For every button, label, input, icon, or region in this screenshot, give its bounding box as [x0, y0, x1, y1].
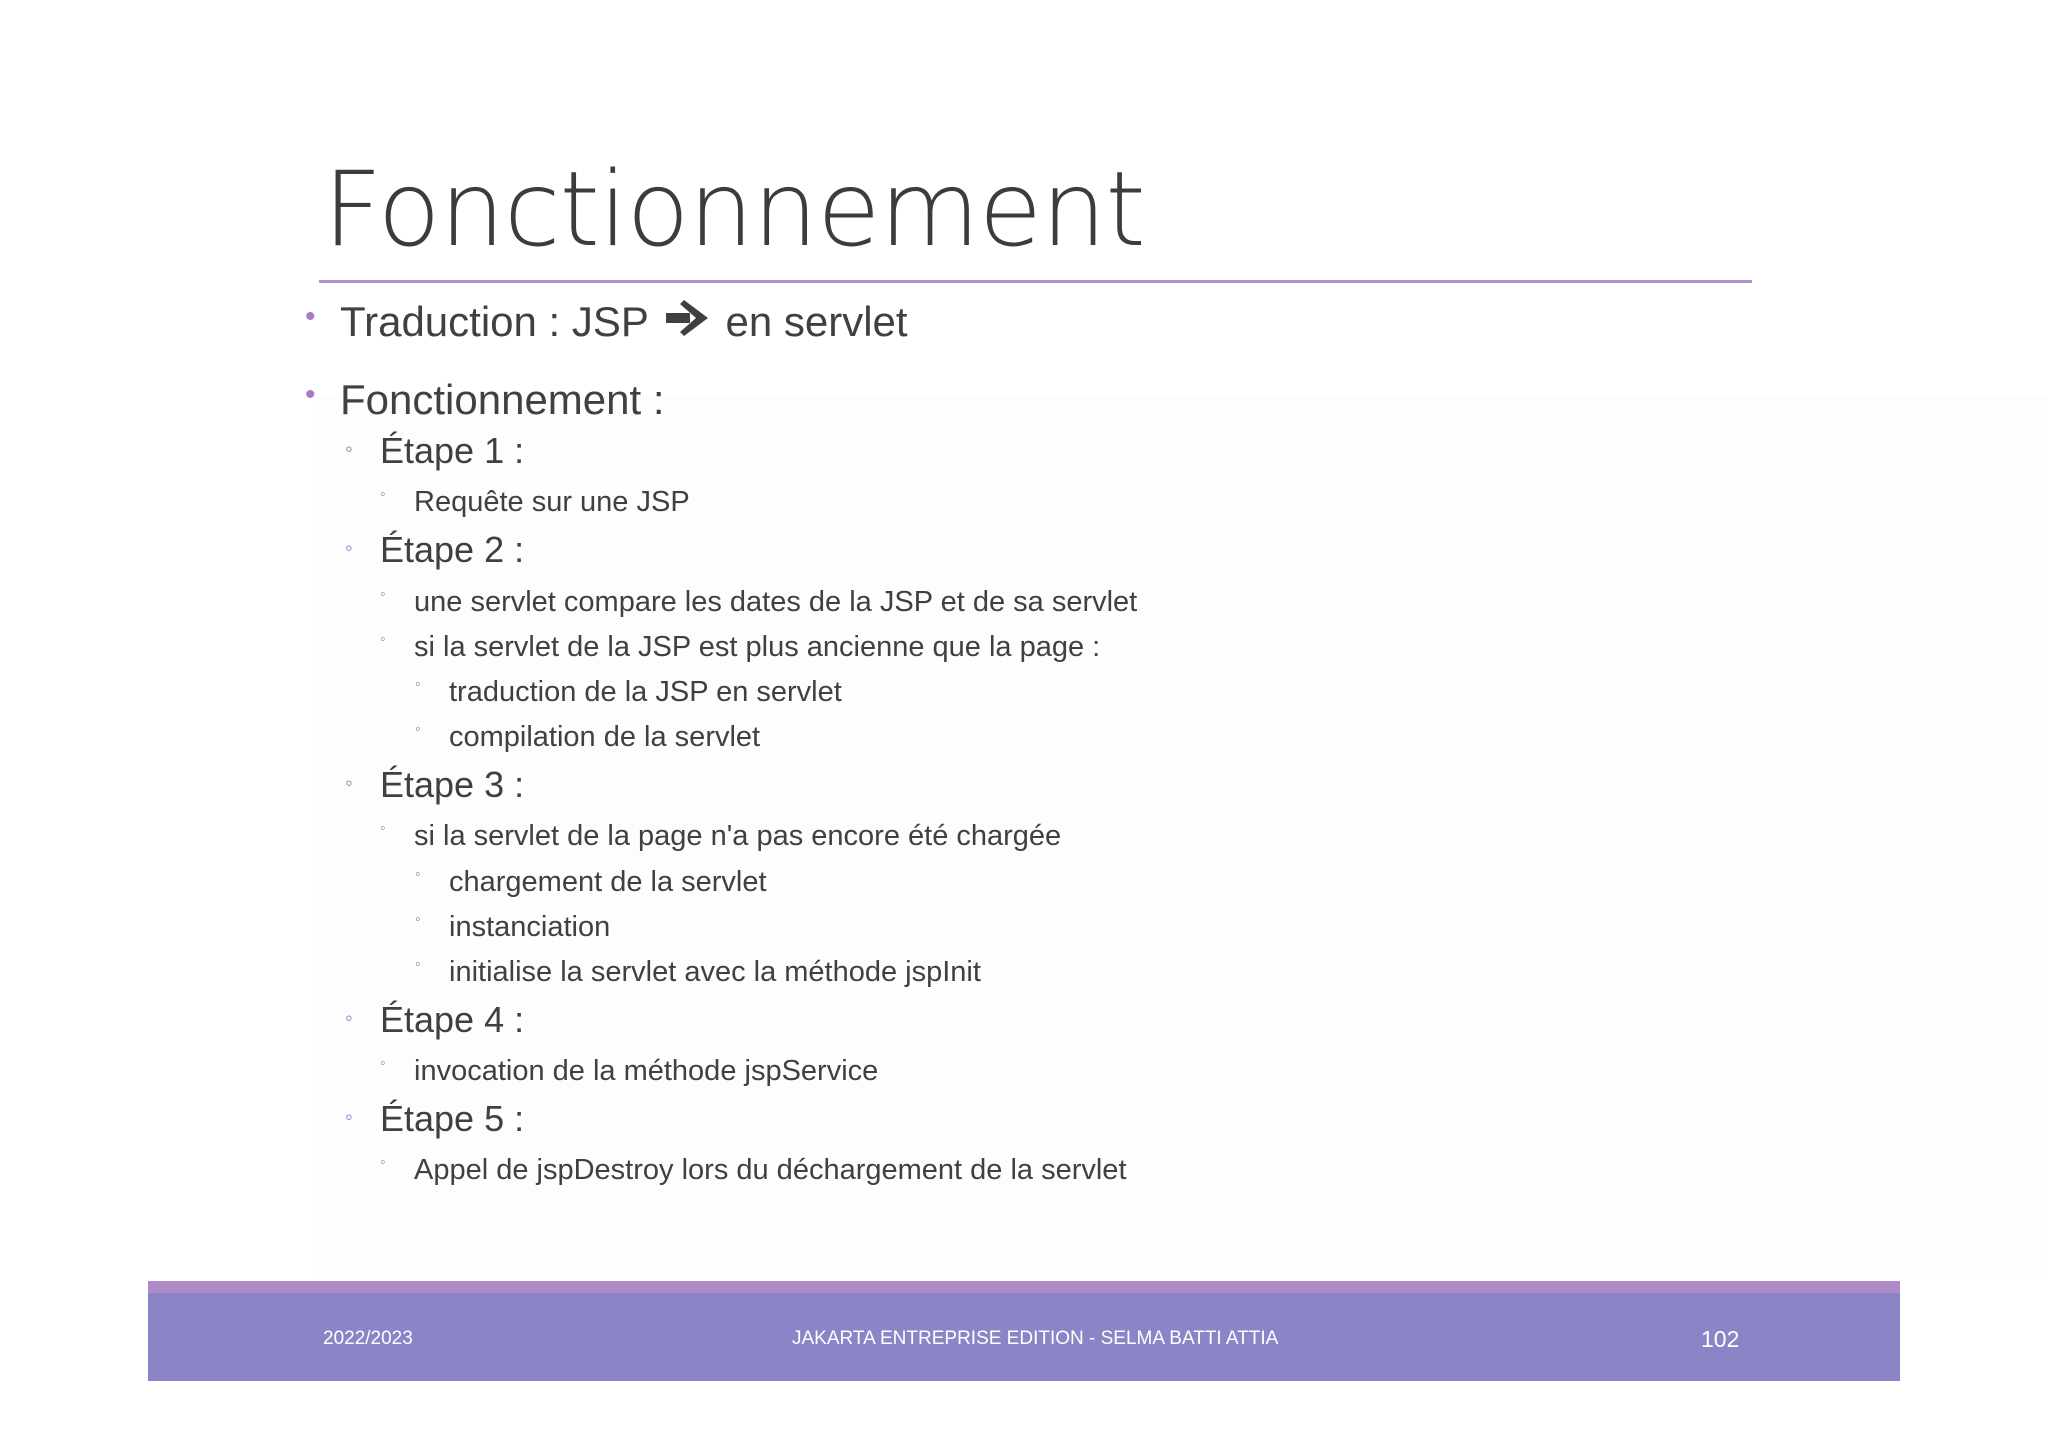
bullet-dot-icon: • — [305, 378, 316, 411]
circle-bullet-icon: ◦ — [345, 535, 353, 560]
step-1-item: Requête sur une JSP — [414, 486, 690, 518]
circle-bullet-icon: ◦ — [415, 676, 421, 693]
circle-bullet-icon: ◦ — [345, 436, 353, 461]
footer-year: 2022/2023 — [323, 1328, 413, 1349]
step-2-item: une servlet compare les dates de la JSP et de sa servlet — [414, 586, 1138, 618]
slide-title: Fonctionnement — [323, 150, 1145, 270]
bullet-fonctionnement: Fonctionnement : — [340, 376, 665, 423]
circle-bullet-icon: ◦ — [415, 866, 421, 883]
title-underline — [319, 280, 1752, 283]
bullet-traduction-text: Traduction : JSP — [340, 298, 649, 346]
step-3-item: si la servlet de la page n'a pas encore été chargée — [414, 820, 1062, 852]
step-3-subitem: instanciation — [449, 911, 611, 943]
step-2-subitem: traduction de la JSP en servlet — [449, 676, 842, 708]
circle-bullet-icon: ◦ — [345, 1104, 353, 1129]
step-3-subitem: chargement de la servlet — [449, 866, 767, 898]
circle-bullet-icon: ◦ — [380, 820, 386, 837]
circle-bullet-icon: ◦ — [345, 1005, 353, 1030]
step-1-heading: Étape 1 : — [380, 430, 525, 471]
step-3-heading: Étape 3 : — [380, 764, 525, 805]
circle-bullet-icon: ◦ — [380, 631, 386, 648]
step-5-item: Appel de jspDestroy lors du déchargement de la servlet — [414, 1154, 1127, 1186]
step-3-subitem: initialise la servlet avec la méthode jspInit — [449, 956, 981, 988]
step-4-item: invocation de la méthode jspService — [414, 1055, 879, 1087]
footer-stripe — [148, 1281, 1900, 1293]
step-2-item: si la servlet de la JSP est plus ancienne que la page : — [414, 631, 1101, 663]
bullet-dot-icon: • — [305, 300, 316, 333]
circle-bullet-icon: ◦ — [380, 1154, 386, 1171]
circle-bullet-icon: ◦ — [380, 586, 386, 603]
footer-author: JAKARTA ENTREPRISE EDITION - SELMA BATTI ATTIA — [792, 1328, 1279, 1349]
circle-bullet-icon: ◦ — [380, 1055, 386, 1072]
circle-bullet-icon: ◦ — [345, 770, 353, 795]
circle-bullet-icon: ◦ — [380, 486, 386, 503]
circle-bullet-icon: ◦ — [415, 911, 421, 928]
bullet-traduction — [340, 296, 908, 354]
step-4-heading: Étape 4 : — [380, 999, 525, 1040]
bullet-traduction-suffix: en servlet — [725, 298, 908, 346]
step-5-heading: Étape 5 : — [380, 1098, 525, 1139]
circle-bullet-icon: ◦ — [415, 956, 421, 973]
page-number: 102 — [1701, 1326, 1740, 1352]
right-arrow-icon — [666, 296, 708, 348]
circle-bullet-icon: ◦ — [415, 721, 421, 738]
step-2-subitem: compilation de la servlet — [449, 721, 761, 753]
step-2-heading: Étape 2 : — [380, 529, 525, 570]
footer-band — [148, 1281, 1900, 1381]
